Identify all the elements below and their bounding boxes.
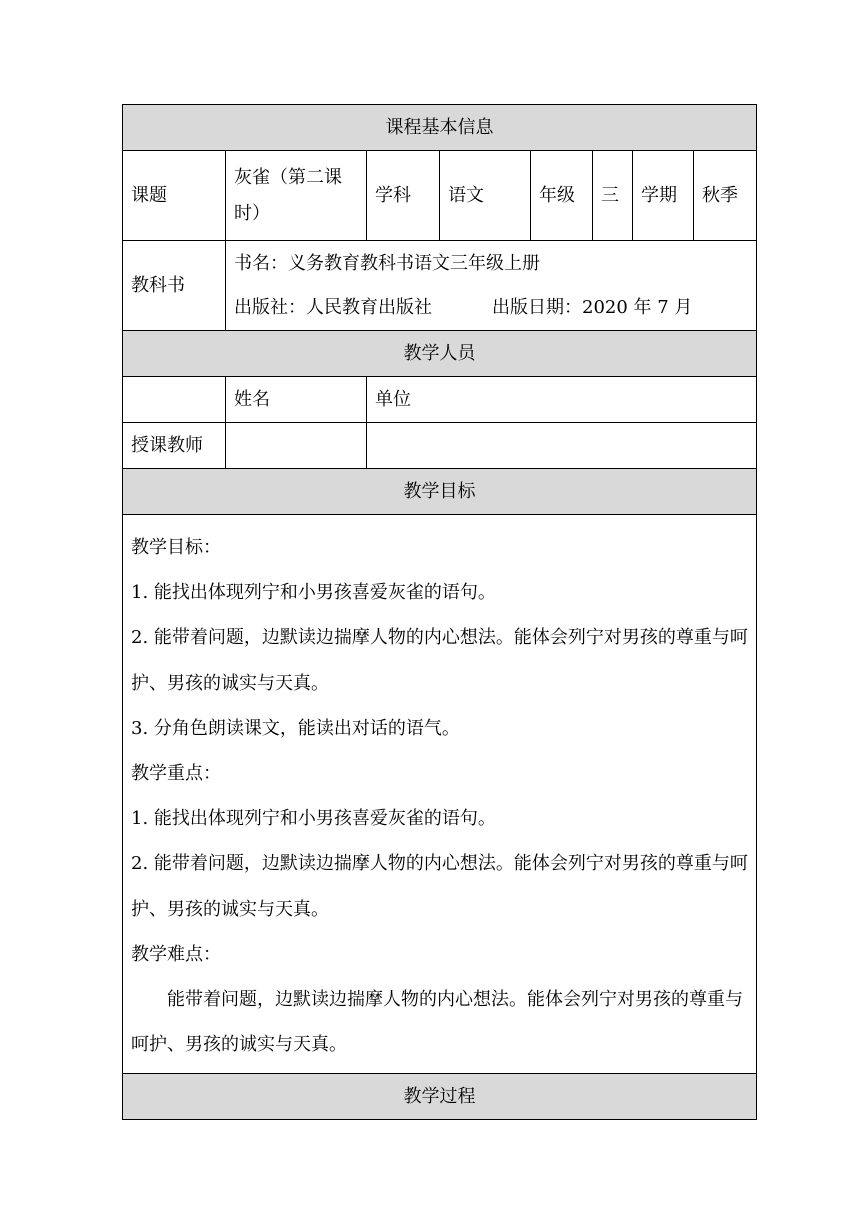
- subject-value: 语文: [440, 151, 531, 241]
- key-points-heading: 教学重点：: [131, 763, 221, 785]
- staff-role-label: 授课教师: [123, 423, 226, 469]
- grade-value: 三: [593, 151, 633, 241]
- textbook-publisher-line: [234, 286, 748, 330]
- goals-body: [123, 515, 757, 1074]
- textbook-publisher: 出版社：人民教育出版社: [234, 296, 432, 318]
- difficulty-heading: 教学难点：: [131, 943, 221, 965]
- topic-value: 灰雀（第二课时）: [226, 151, 367, 241]
- staff-name-value: [226, 423, 367, 469]
- section-header-basic-info: 课程基本信息: [123, 105, 757, 151]
- staff-teacher-row: [123, 423, 757, 469]
- textbook-details: [226, 241, 757, 331]
- lesson-plan-table: [122, 104, 757, 1120]
- goals-row: [123, 515, 757, 1074]
- textbook-pub-date: 出版日期：2020 年 7 月: [492, 296, 693, 318]
- goal-item: 3. 分角色朗读课文，能读出对话的语气。: [131, 717, 460, 739]
- subject-label: 学科: [367, 151, 440, 241]
- section-header-process: 教学过程: [123, 1074, 757, 1120]
- staff-header-row: [123, 377, 757, 423]
- goal-item: 2. 能带着问题，边默读边揣摩人物的内心想法。能体会列宁对男孩的尊重与呵护、男孩的诚实与天真。: [131, 627, 748, 694]
- topic-label: 课题: [123, 151, 226, 241]
- key-point-item: 2. 能带着问题，边默读边揣摩人物的内心想法。能体会列宁对男孩的尊重与呵护、男孩的诚实与天真。: [131, 853, 748, 920]
- course-info-row: [123, 151, 757, 241]
- section-header-staff: 教学人员: [123, 331, 757, 377]
- staff-name-header: 姓名: [226, 377, 367, 423]
- term-value: 秋季: [694, 151, 757, 241]
- textbook-name: 书名：义务教育教科书语文三年级上册: [234, 252, 540, 274]
- staff-unit-value: [367, 423, 757, 469]
- difficulty-item: 能带着问题，边默读边揣摩人物的内心想法。能体会列宁对男孩的尊重与呵护、男孩的诚实与天真。: [131, 989, 743, 1056]
- grade-label: 年级: [531, 151, 593, 241]
- textbook-row: [123, 241, 757, 331]
- goals-heading: 教学目标：: [131, 537, 221, 558]
- goal-item: 1. 能找出体现列宁和小男孩喜爱灰雀的语句。: [131, 582, 496, 604]
- section-header-goals: 教学目标: [123, 469, 757, 515]
- textbook-label: 教科书: [123, 241, 226, 331]
- term-label: 学期: [633, 151, 694, 241]
- staff-blank-cell: [123, 377, 226, 423]
- lesson-plan-document: [122, 104, 756, 1120]
- staff-unit-header: 单位: [367, 377, 757, 423]
- key-point-item: 1. 能找出体现列宁和小男孩喜爱灰雀的语句。: [131, 808, 496, 830]
